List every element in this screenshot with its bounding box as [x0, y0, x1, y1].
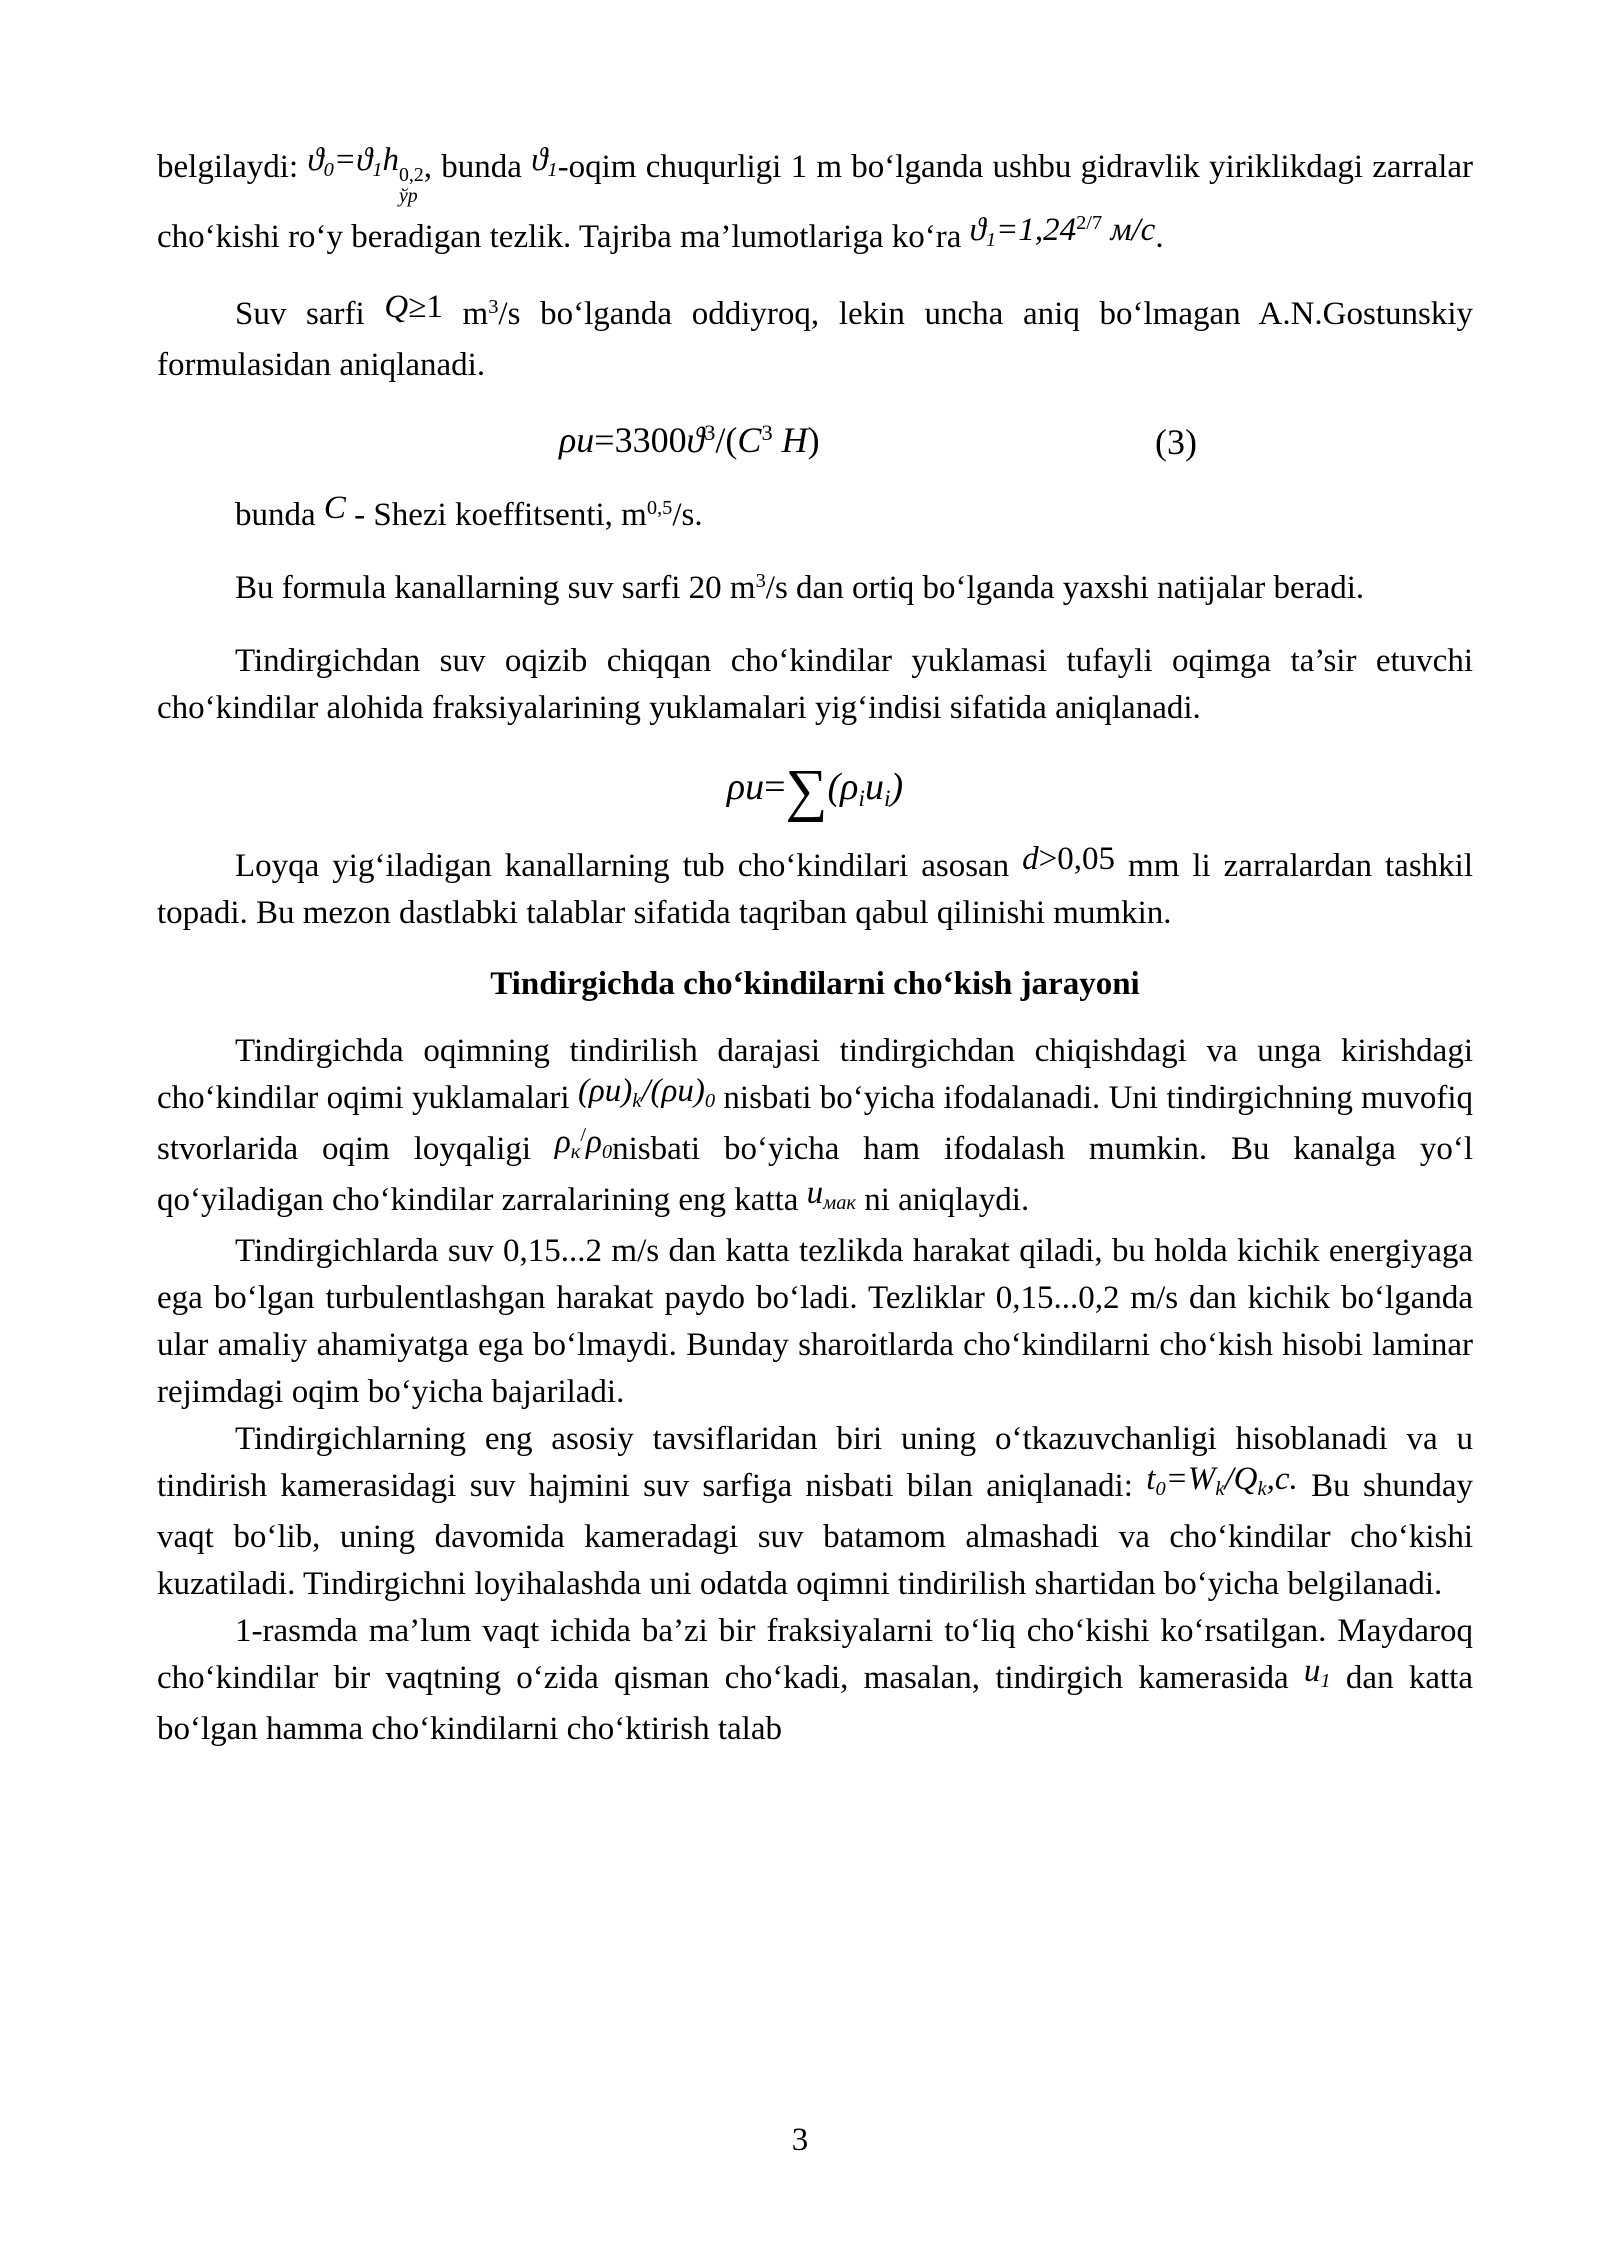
math-sup: 0,2: [399, 163, 424, 186]
math-sub: k: [632, 1089, 642, 1112]
math-run: ρ: [554, 1123, 571, 1160]
math-sub: k: [1215, 1477, 1225, 1500]
formula-d-criterion: [1022, 841, 1115, 877]
math-run: ϑ: [307, 142, 324, 178]
text-run: Suv sarfi: [235, 295, 385, 332]
text-run: belgilaydi:: [157, 149, 308, 185]
math-sub: к: [570, 1140, 581, 1163]
paragraph-bu-formula: [157, 565, 1473, 616]
formula-turbidity-ratio: [554, 1123, 613, 1163]
math-run: ρ: [586, 1123, 602, 1160]
math-run: (ρu): [577, 1072, 633, 1109]
math-run: ϑ: [686, 419, 705, 460]
formula-sum-loads: [726, 757, 904, 823]
text-run: Loyqa yig‘iladigan kanallarning tub cho‘kindilari asosan: [235, 847, 1023, 884]
text-run: ni aniqlaydi.: [855, 1181, 1030, 1218]
math-sup: 3: [761, 419, 773, 445]
math-sub: 1: [547, 159, 558, 182]
superscript: 3: [488, 295, 499, 318]
math-slash: /: [580, 1123, 587, 1146]
formula-theta0-theta1-h: [307, 142, 424, 207]
paragraph-suv-sarfi: [157, 288, 1474, 389]
math-run: d: [1022, 840, 1039, 877]
math-sub: k: [1257, 1477, 1267, 1500]
math-sub: 0: [323, 159, 334, 182]
paragraph-settling-velocity: [157, 144, 1473, 265]
text-run: .: [1155, 218, 1164, 255]
section-heading: Tindirgichda cho‘kindilarni cho‘kish jarayoni: [490, 965, 1140, 1002]
math-run: ρu: [726, 765, 765, 808]
math-sub: 0: [704, 1089, 716, 1112]
math-sub: ўр: [399, 184, 418, 207]
formula-load-ratio: [577, 1072, 716, 1112]
formula-t0: [1146, 1460, 1298, 1500]
text-run: nisbati bo‘yicha ifodalanadi. Uni tindirgichning muvofiq stvorlarida oqim loyqaligi: [157, 1079, 1473, 1167]
math-run: =: [764, 765, 786, 808]
text-run: Bu formula kanallarning suv sarfi 20 m: [235, 569, 756, 606]
math-run: /(ρu): [641, 1072, 705, 1109]
math-sub: 0: [1155, 1477, 1166, 1500]
text-run: 1-rasmda ma’lum vaqt ichida ba’zi bir fraksiyalarni to‘liq cho‘kishi ko‘rsatilgan. Maydaroq cho‘kindilar bir vaqtning o‘zida qisman cho‘kadi, masalan, tindirgich kamerasida: [157, 1612, 1473, 1696]
math-run: 3300: [614, 419, 687, 460]
formula-u-max: [806, 1174, 856, 1214]
math-run: h: [382, 142, 400, 178]
paragraph-tindirgichdan: [157, 638, 1473, 732]
paragraph-otkazuvchanlik: [157, 1416, 1473, 1608]
text-run: mm li zarralardan tashkil topadi. Bu mezon dastlabki talablar sifatida taqriban qabul qilinishi mumkin.: [157, 847, 1473, 931]
text-run: /s dan ortiq bo‘lganda yaxshi natijalar beradi.: [765, 569, 1365, 606]
text-run: Tindirgichda oqimning tindirilish darajasi tindirgichdan chiqishdagi va unga kirishdagi cho‘kindilar oqimi yuklamalari: [157, 1032, 1473, 1116]
text-run: /s.: [672, 496, 703, 533]
math-run: /(: [715, 419, 738, 460]
text-run: m: [442, 295, 489, 332]
math-sup: 3: [704, 419, 716, 445]
formula-theta1: [531, 142, 558, 182]
math-run: u: [864, 765, 884, 808]
text-run: bunda: [235, 496, 324, 533]
text-run: Tindirgichdan suv oqizib chiqqan cho‘kindilar yuklamasi tufayli oqimga ta’sir etuvchi cho‘kindilar alohida fraksiyalarining yuklamalari yig‘indisi sifatida aniqlanadi.: [157, 642, 1473, 726]
math-supsub: [399, 165, 424, 207]
formula-theta1-value: [969, 211, 1156, 251]
equation-sum: [157, 754, 1473, 825]
math-sub: 1: [985, 228, 997, 251]
math-run: H: [772, 419, 808, 460]
paragraph-shezi: [157, 489, 1473, 543]
math-run: ϑ: [969, 211, 986, 248]
text-run: nisbati bo‘yicha ham ifodalash mumkin. Bu kanalga yo‘l qo‘yiladigan cho‘kindilar zarralarining eng katta: [157, 1130, 1473, 1218]
math-run: ≥1: [408, 288, 443, 325]
math-run: =: [594, 419, 615, 460]
math-sub: 1: [1320, 1669, 1331, 1692]
math-run: ϑ: [531, 142, 548, 178]
math-run: t: [1146, 1460, 1156, 1497]
math-run: /Q: [1224, 1460, 1258, 1497]
math-sup: 2/7: [1076, 211, 1103, 234]
math-sub: мак: [823, 1191, 856, 1214]
math-run: ): [890, 765, 904, 808]
page-number: 3: [791, 2122, 809, 2158]
text-run: Tindirgichlarning eng asosiy tavsiflaridan biri uning o‘tkazuvchanligi hisoblanadi va u tindirish kamerasidagi suv hajmini suv sarfiga nisbati bilan aniqlanadi:: [157, 1420, 1473, 1504]
formula-gostunskiy: [559, 420, 820, 460]
math-run: ,c.: [1266, 1460, 1298, 1497]
text-run: Bu shunday vaqt bo‘lib, uning davomida kameradagi suv batamom almashadi va cho‘kindilar cho‘kishi kuzatiladi. Tindirgichni loyihalashda uni odatda oqimni tindirilish shartidan bo‘yicha belgilanadi.: [157, 1467, 1474, 1602]
text-run: - Shezi koeffitsenti, m: [345, 496, 647, 533]
paragraph-tindirilish-darajasi: [157, 1028, 1473, 1228]
math-run: =1,24: [996, 211, 1077, 248]
text-run: /s bo‘lganda oddiyroq, lekin uncha aniq bo‘lmagan A.N.Gostunskiy formulasidan aniqlanadi.: [157, 295, 1474, 383]
formula-u1: [1303, 1652, 1331, 1692]
superscript: 3: [755, 569, 766, 592]
formula-Q-ge-1: [384, 289, 442, 325]
sigma-symbol: ∑: [785, 757, 828, 823]
math-run: ): [807, 419, 820, 460]
paragraph-1-rasmda: [157, 1608, 1473, 1753]
math-run: ρu: [559, 419, 595, 460]
equation-number: (3): [1155, 421, 1197, 462]
paragraph-tezlik: [157, 1228, 1473, 1416]
math-run: u: [806, 1174, 824, 1211]
formula-C: C: [323, 489, 346, 526]
math-run: (ρ: [827, 765, 859, 808]
text-run: dan katta bo‘lgan hamma cho‘kindilarni cho‘ktirish talab: [157, 1659, 1473, 1747]
paragraph-loyqa: [157, 840, 1473, 937]
page-body: [157, 144, 1473, 1753]
math-sub: i: [858, 785, 865, 812]
text-run: Tindirgichlarda suv 0,15...2 m/s dan katta tezlikda harakat qiladi, bu holda kichik energiyaga ega bo‘lgan turbulentlashgan harakat paydo bo‘ladi. Tezliklar 0,15...0,2 m/s dan kichik bo‘lganda ular amaliy ahamiyatga ega bo‘lmaydi. Bunday sharoitlarda cho‘kindilarni cho‘kish hisobi laminar rejimdagi oqim bo‘yicha bajariladi.: [157, 1232, 1473, 1410]
math-sub: 0: [601, 1140, 613, 1163]
math-run: м/с: [1102, 211, 1156, 248]
math-run: =W: [1165, 1460, 1216, 1497]
math-run: >0,05: [1038, 840, 1116, 877]
equation-3: [157, 411, 1473, 474]
math-run: C: [737, 419, 762, 460]
math-sub: 1: [372, 159, 383, 182]
math-run: u: [1303, 1652, 1321, 1689]
superscript: 0,5: [646, 496, 673, 519]
math-sub: i: [883, 785, 891, 812]
math-run: =ϑ: [333, 142, 373, 178]
math-run: Q: [384, 288, 409, 325]
text-run: -oqim chuqurligi 1 m bo‘lganda ushbu gidravlik yiriklikdagi zarralar cho‘kishi ro‘y beradigan tezlik. Tajriba ma’lumotlariga ko‘ra: [157, 149, 1473, 255]
text-run: , bunda: [423, 149, 532, 185]
